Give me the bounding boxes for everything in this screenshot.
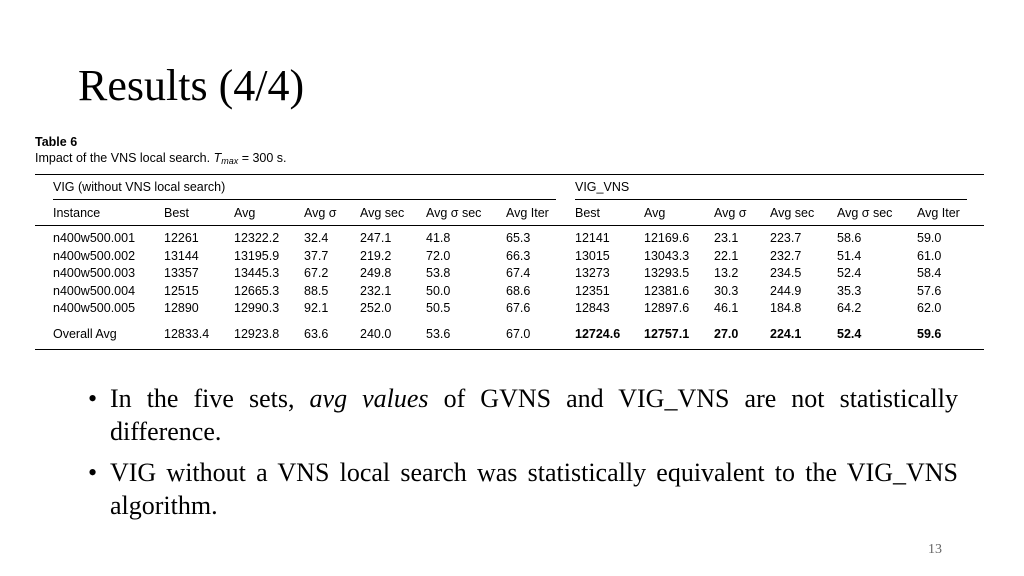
table-cell: 53.8 bbox=[426, 266, 451, 280]
table-cell: 12515 bbox=[164, 283, 199, 298]
bullet-text-pre: In the five sets, bbox=[110, 384, 310, 413]
slide-title: Results (4/4) bbox=[78, 61, 305, 110]
table-cell: 12141 bbox=[575, 231, 610, 245]
bullet-text bbox=[110, 382, 958, 448]
caption-suffix: = 300 s. bbox=[238, 151, 287, 165]
table-cell: 23.1 bbox=[714, 231, 739, 245]
column-header: Avg Iter bbox=[917, 206, 960, 220]
bullet-marker: • bbox=[88, 458, 98, 487]
caption-subscript: max bbox=[221, 156, 239, 166]
table-cell: 51.4 bbox=[837, 248, 862, 263]
column-header: Avg Iter bbox=[506, 206, 549, 220]
table-cell: 32.4 bbox=[304, 231, 329, 245]
caption-prefix: Impact of the VNS local search. bbox=[35, 151, 214, 165]
table-cell: 30.3 bbox=[714, 283, 739, 298]
table-cell: 37.7 bbox=[304, 248, 329, 263]
bullet-text bbox=[110, 456, 958, 522]
table-cell: 13195.9 bbox=[234, 248, 280, 263]
table-cell: 46.1 bbox=[714, 301, 739, 315]
table-cell: 66.3 bbox=[506, 248, 531, 263]
table-cell: 13.2 bbox=[714, 266, 739, 280]
table-cell: 13015 bbox=[575, 248, 610, 263]
table-cell: 58.4 bbox=[917, 266, 942, 280]
bullet-item bbox=[88, 382, 958, 448]
table-cell: 249.8 bbox=[360, 266, 392, 280]
table-cell: 252.0 bbox=[360, 301, 392, 315]
table-cell: 12351 bbox=[575, 283, 610, 298]
table-cell: 67.2 bbox=[304, 266, 329, 280]
overall-row-label: Overall Avg bbox=[53, 327, 117, 341]
overall-cell: 12833.4 bbox=[164, 327, 210, 341]
table-cell: 12169.6 bbox=[644, 231, 690, 245]
table-cell: 244.9 bbox=[770, 283, 802, 298]
row-label: n400w500.002 bbox=[53, 248, 136, 263]
overall-cell: 12757.1 bbox=[644, 327, 690, 341]
column-header: Avg bbox=[234, 206, 256, 220]
bullet-item bbox=[88, 456, 958, 522]
bullet-text-post: of GVNS and VIG_VNS are not statistically difference. bbox=[110, 384, 958, 446]
table-cell: 67.4 bbox=[506, 266, 531, 280]
page-number: 13 bbox=[928, 542, 942, 557]
table-cell: 12261 bbox=[164, 231, 199, 245]
column-header: Avg sec bbox=[770, 206, 815, 220]
overall-cell: 53.6 bbox=[426, 327, 451, 341]
table-label: Table 6 bbox=[35, 135, 78, 149]
table-cell: 219.2 bbox=[360, 248, 392, 263]
column-header: Avg sec bbox=[360, 206, 405, 220]
table-cell: 57.6 bbox=[917, 283, 942, 298]
column-header: Avg σ bbox=[714, 206, 747, 220]
table-cell: 13144 bbox=[164, 248, 199, 263]
bullet-list bbox=[88, 382, 958, 530]
table-cell: 59.0 bbox=[917, 231, 942, 245]
table-bottom-rule bbox=[35, 349, 984, 350]
table-cell: 22.1 bbox=[714, 248, 739, 263]
table-cell: 13293.5 bbox=[644, 266, 690, 280]
table-cell: 62.0 bbox=[917, 301, 942, 315]
column-header: Avg σ bbox=[304, 206, 337, 220]
row-label: n400w500.005 bbox=[53, 301, 136, 315]
table-cell: 12322.2 bbox=[234, 231, 280, 245]
table-cell: 12381.6 bbox=[644, 283, 690, 298]
table-cell: 184.8 bbox=[770, 301, 802, 315]
table-cell: 72.0 bbox=[426, 248, 451, 263]
table-cell: 41.8 bbox=[426, 231, 451, 245]
table-cell: 61.0 bbox=[917, 248, 942, 263]
table-cell: 12843 bbox=[575, 301, 610, 315]
table-cell: 64.2 bbox=[837, 301, 862, 315]
table-cell: 223.7 bbox=[770, 231, 802, 245]
table-cell: 50.5 bbox=[426, 301, 451, 315]
group-rule-right bbox=[575, 199, 967, 200]
table-cell: 65.3 bbox=[506, 231, 531, 245]
table-cell: 13273 bbox=[575, 266, 610, 280]
table-cell: 12897.6 bbox=[644, 301, 690, 315]
overall-cell: 59.6 bbox=[917, 327, 942, 341]
column-header: Avg bbox=[644, 206, 666, 220]
overall-cell: 12724.6 bbox=[575, 327, 621, 341]
group-rule-left bbox=[53, 199, 556, 200]
table-cell: 13043.3 bbox=[644, 248, 690, 263]
table-cell: 13357 bbox=[164, 266, 199, 280]
table-cell: 12665.3 bbox=[234, 283, 280, 298]
header-bottom-rule bbox=[35, 225, 984, 226]
column-header: Avg σ sec bbox=[426, 206, 482, 220]
table-cell: 247.1 bbox=[360, 231, 392, 245]
table-cell: 35.3 bbox=[837, 283, 862, 298]
bullet-marker: • bbox=[88, 384, 98, 413]
table-cell: 232.7 bbox=[770, 248, 802, 263]
overall-cell: 240.0 bbox=[360, 327, 392, 341]
table-cell: 12890 bbox=[164, 301, 199, 315]
column-header: Best bbox=[164, 206, 190, 220]
group-header-vig-vns: VIG_VNS bbox=[575, 180, 630, 194]
table-cell: 67.6 bbox=[506, 301, 531, 315]
column-header: Best bbox=[575, 206, 601, 220]
overall-cell: 63.6 bbox=[304, 327, 329, 341]
row-label: n400w500.001 bbox=[53, 231, 136, 245]
table-cell: 234.5 bbox=[770, 266, 802, 280]
overall-cell: 52.4 bbox=[837, 327, 862, 341]
table-cell: 50.0 bbox=[426, 283, 451, 298]
table-cell: 13445.3 bbox=[234, 266, 280, 280]
table-cell: 88.5 bbox=[304, 283, 329, 298]
bullet-text-emphasis: avg values bbox=[309, 384, 429, 413]
bullet-text-pre: VIG without a VNS local search was statistically equivalent to the VIG_VNS algorithm. bbox=[110, 458, 958, 520]
row-label: n400w500.003 bbox=[53, 266, 136, 280]
table-cell: 12990.3 bbox=[234, 301, 280, 315]
overall-cell: 224.1 bbox=[770, 327, 802, 341]
table-cell: 58.6 bbox=[837, 231, 862, 245]
table-cell: 92.1 bbox=[304, 301, 329, 315]
table-cell: 68.6 bbox=[506, 283, 531, 298]
table-top-rule bbox=[35, 174, 984, 175]
group-header-vig: VIG (without VNS local search) bbox=[53, 180, 226, 194]
column-header: Instance bbox=[53, 206, 101, 220]
row-label: n400w500.004 bbox=[53, 283, 136, 298]
table-cell: 232.1 bbox=[360, 283, 392, 298]
overall-cell: 12923.8 bbox=[234, 327, 280, 341]
overall-cell: 27.0 bbox=[714, 327, 739, 341]
column-header: Avg σ sec bbox=[837, 206, 893, 220]
table-cell: 52.4 bbox=[837, 266, 862, 280]
overall-cell: 67.0 bbox=[506, 327, 531, 341]
caption-variable: T bbox=[213, 151, 222, 165]
